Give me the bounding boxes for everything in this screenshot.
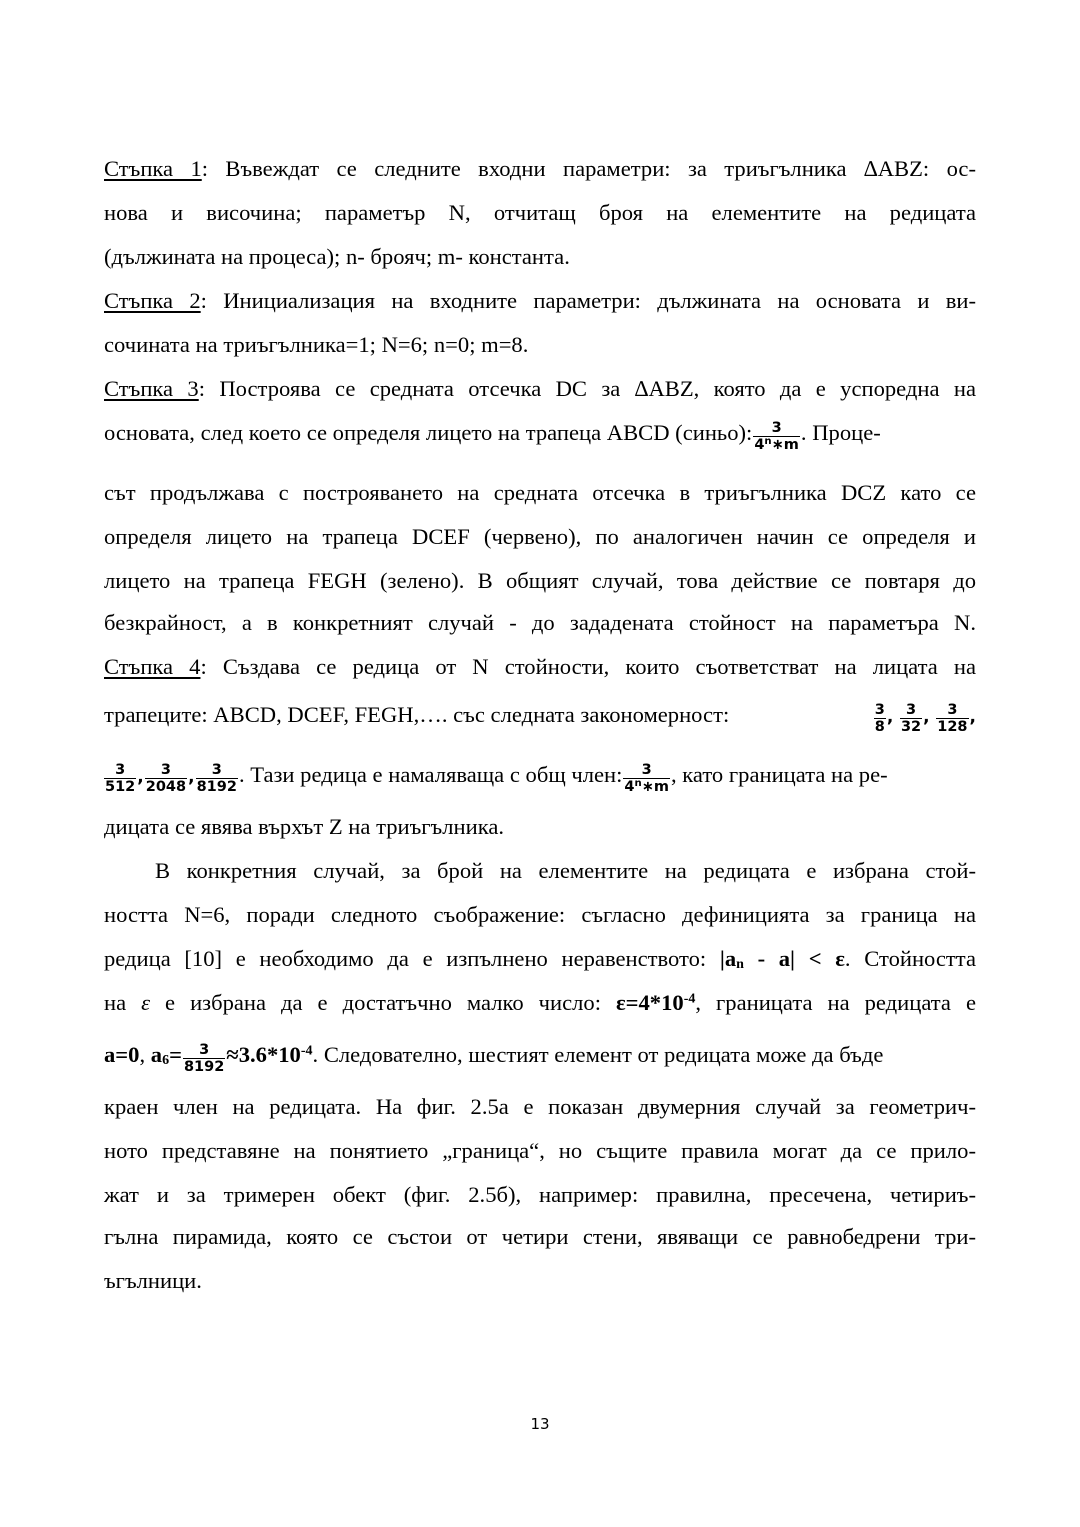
para-line-7: ното представяне на понятието „граница“, но същите правила могат да се прило-: [104, 1138, 976, 1163]
step1-label: Стъпка 1: [104, 156, 202, 181]
step2-line-1: Стъпка 2: Инициализация на входните параметри: дължината на основата и ви-: [104, 288, 977, 313]
sequence-term: $\frac{3}{32}$: [900, 701, 922, 735]
para-line-1: В конкретния случай, за брой на елементите на редицата е избрана стой-: [155, 858, 976, 883]
para-line-9: гълна пирамида, която се състои от четири стени, явяващи се равнобедрени три-: [104, 1224, 976, 1249]
step3-line-1: Стъпка 3: Построява се средната отсечка DC за ∆ABZ, която да е успоредна на: [104, 376, 976, 401]
step4-line-2: трапеците: ABCD, DCEF, FEGH,…. със следната закономерност: $\frac{3}{8}$ , $\frac{3}{32}$ , $\frac{3}{128}$ ,: [104, 701, 976, 735]
sequence-term: $\frac{3}{128}$: [937, 701, 968, 735]
page-number: 13: [530, 1415, 550, 1433]
para-line-8: жат и за тримерен обект (фиг. 2.5б), например: правилна, пресечена, четириъ-: [104, 1182, 976, 1207]
sequence-term: $\frac{3}{2048}$: [145, 761, 187, 795]
sequence-term: $\frac{3}{512}$: [105, 761, 136, 795]
general-term-fraction: $\frac{3}{4^n∗m}$: [624, 761, 669, 795]
step3-line-5: лицето на трапеца FEGH (зелено). В общият случай, това действие се повтаря до: [104, 568, 976, 593]
sequence-first-terms: $\frac{3}{8}$ , $\frac{3}{32}$ , $\frac{3}{128}$ ,: [874, 701, 976, 735]
a6-term: $a_6=$: [150, 1042, 182, 1069]
approx-value: $\approx 3.6*10^{-4}$: [226, 1042, 313, 1067]
para-line-3: редица [10] е необходимо да е изпълнено неравенството: $|a_n - a| < \varepsilon$. Стойността: [104, 946, 976, 973]
step1-line-2: нова и височина; параметър N, отчитащ броя на елементите на редицата: [104, 200, 976, 225]
step4-label: Стъпка 4: [104, 654, 201, 679]
step3-label: Стъпка 3: [104, 376, 199, 401]
step4-line-4: дицата се явява върхът Z на триъгълника.: [104, 814, 505, 839]
general-term-fraction: $\frac{3}{4^n∗m}$: [754, 419, 799, 453]
para-line-4: на ε е избрана да е достатъчно малко число: $\varepsilon=4*10^{-4}$, границата на редицата е: [104, 990, 976, 1015]
sequence-term: $\frac{3}{8}$: [874, 701, 885, 735]
step1-line-1: Стъпка 1: Въвеждат се следните входни параметри: за триъгълника ∆ABZ: ос-: [104, 156, 976, 181]
step4-line-3: $\frac{3}{512}$ , $\frac{3}{2048}$ , $\frac{3}{8192}$ . Тази редица е намаляваща с общ член: $\frac{3}{4^n∗m}$ , като границата на ре-: [105, 761, 888, 795]
step1-line-3: (дължината на процеса); n- брояч; m- константа.: [104, 244, 570, 269]
para-line-5: a=0, $a_6=$ $\frac{3}{8192}$ $\approx 3.6*10^{-4}$. Следователно, шестият елемент от редицата може да бъде: [104, 1041, 884, 1075]
step2-label: Стъпка 2: [104, 288, 201, 313]
step3-line-6: безкрайност, а в конкретният случай - до зададената стойност на параметъра N.: [104, 610, 976, 635]
para-line-6: краен член на редицата. На фиг. 2.5а е показан двумерния случай за геометрич-: [104, 1094, 976, 1119]
step3-line-2: основата, след което се определя лицето на трапеца ABCD (синьо): $\frac{3}{4^n∗m}$ . Проце-: [104, 419, 881, 453]
step3-line-4: определя лицето на трапеца DCEF (червено), по аналогичен начин се определя и: [104, 524, 976, 549]
step3-line-3: сът продължава с построяването на средната отсечка в триъгълника DCZ като се: [104, 480, 976, 505]
limit-inequality: $|a_n - a| < \varepsilon$: [719, 946, 845, 973]
a6-fraction: $\frac{3}{8192}$: [183, 1041, 225, 1075]
step2-line-2: сочината на триъгълника=1; N=6; n=0; m=8.: [104, 332, 529, 357]
para-line-2: ността N=6, поради следното съображение: съгласно дефиницията за граница на: [104, 902, 976, 927]
step4-line-1: Стъпка 4: Създава се редица от N стойности, които съответстват на лицата на: [104, 654, 977, 679]
epsilon-value: $\varepsilon=4*10^{-4}$: [615, 990, 696, 1015]
sequence-term: $\frac{3}{8192}$: [196, 761, 237, 795]
para-line-10: ъгълници.: [104, 1268, 202, 1293]
